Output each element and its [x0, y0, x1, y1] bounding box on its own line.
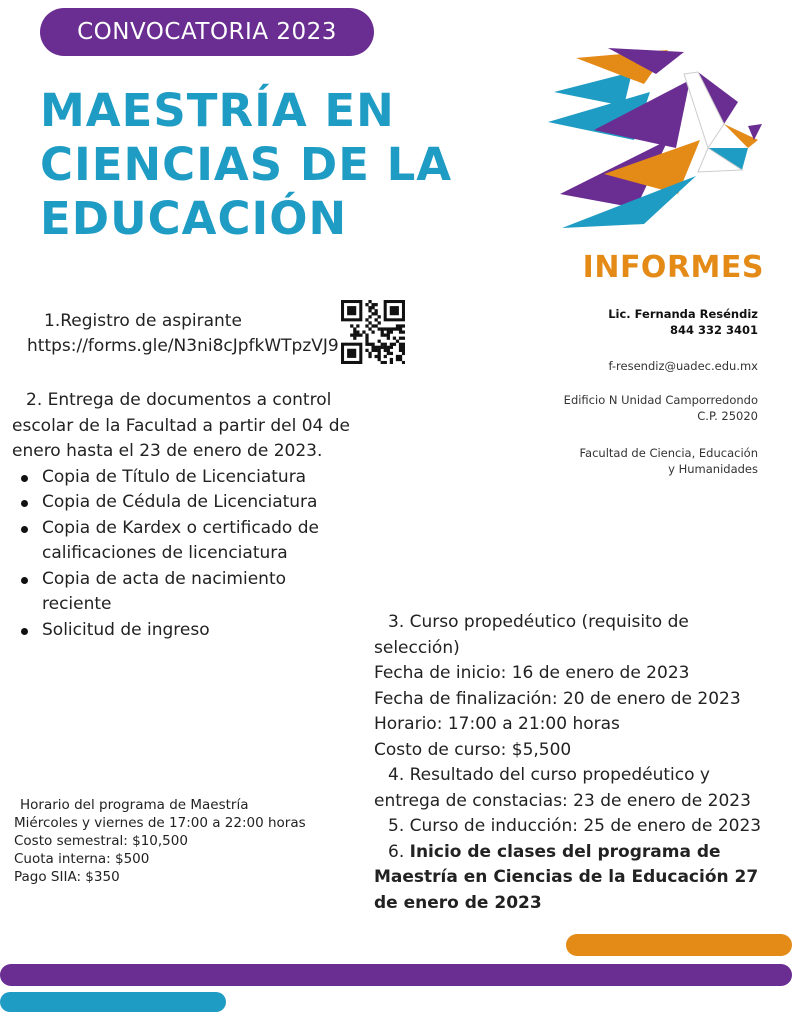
- contact-phone: 844 332 3401: [669, 323, 758, 337]
- step2-line-1: 2. Entrega de documentos a control: [26, 390, 332, 410]
- step3-line-1: 3. Curso propedéutico (requisito de: [388, 612, 689, 632]
- step6-number: 6.: [388, 841, 410, 862]
- title-line-3: EDUCACIÓN: [40, 192, 348, 245]
- step5: 5. Curso de inducción: 25 de enero de 2023: [388, 816, 762, 836]
- faculty-line-2: y Humanidades: [668, 462, 758, 476]
- course-start: Fecha de inicio: 16 de enero de 2023: [374, 663, 690, 683]
- step6-line-1: [374, 840, 764, 866]
- steps-3-6-block: [374, 610, 764, 916]
- step2-block: [12, 388, 352, 643]
- address-line-1: Edificio N Unidad Camporredondo: [563, 393, 758, 407]
- step4-line-2: entrega de constacias: 23 de enero de 2023: [374, 790, 751, 811]
- list-item: Copia de Cédula de Licenciatura: [12, 490, 352, 516]
- step4-line-1: 4. Resultado del curso propedéutico y: [388, 765, 710, 785]
- course-schedule: Horario: 17:00 a 21:00 horas: [374, 714, 620, 734]
- title-line-2: CIENCIAS DE LA: [40, 138, 453, 191]
- step1-label: 1.Registro de aspirante: [44, 311, 242, 331]
- list-item: Copia de Kardex o certificado de calificaciones de licenciatura: [12, 516, 352, 567]
- teal-decor-bar: [0, 992, 226, 1012]
- address-line-2: C.P. 25020: [697, 409, 758, 423]
- step6-text: Inicio de clases del programa de: [409, 841, 721, 862]
- step6-line-3: de enero de 2023: [374, 892, 542, 913]
- step1-url[interactable]: https://forms.gle/N3ni8cJpfkWTpzVJ9: [27, 336, 339, 356]
- faculty-line-1: Facultad de Ciencia, Educación: [579, 446, 758, 460]
- lion-logo: [548, 44, 764, 232]
- semester-cost: Costo semestral: $10,500: [14, 833, 188, 849]
- step2-line-3: enero hasta el 23 de enero de 2023.: [12, 441, 323, 461]
- siia-payment: Pago SIIA: $350: [14, 869, 120, 885]
- orange-decor-bar: [566, 934, 792, 956]
- contact-email[interactable]: f-resendiz@uadec.edu.mx: [608, 359, 758, 373]
- program-info: [14, 796, 334, 886]
- list-item: Solicitud de ingreso: [12, 618, 352, 644]
- course-end: Fecha de finalización: 20 de enero de 2023: [374, 688, 741, 709]
- convocatoria-badge: CONVOCATORIA 2023: [40, 8, 374, 56]
- qr-code-icon[interactable]: [341, 300, 405, 364]
- list-item: Copia de Título de Licenciatura: [12, 465, 352, 491]
- schedule-days: Miércoles y viernes de 17:00 a 22:00 horas: [14, 815, 306, 831]
- title-line-1: MAESTRÍA EN: [40, 84, 395, 137]
- step3-line-2: selección): [374, 637, 460, 658]
- documents-list: [12, 465, 352, 644]
- list-item: Copia de acta de nacimiento reciente: [12, 567, 352, 618]
- contact-name: Lic. Fernanda Reséndiz: [608, 307, 758, 321]
- purple-decor-bar: [0, 964, 792, 986]
- internal-fee: Cuota interna: $500: [14, 851, 150, 867]
- step6-line-2: Maestría en Ciencias de la Educación 27: [374, 867, 759, 887]
- step2-line-2: escolar de la Facultad a partir del 04 de: [12, 415, 351, 436]
- page-title: [40, 84, 510, 246]
- schedule-title: Horario del programa de Maestría: [20, 797, 249, 813]
- informes-heading: INFORMES: [582, 250, 764, 285]
- course-cost: Costo de curso: $5,500: [374, 739, 572, 760]
